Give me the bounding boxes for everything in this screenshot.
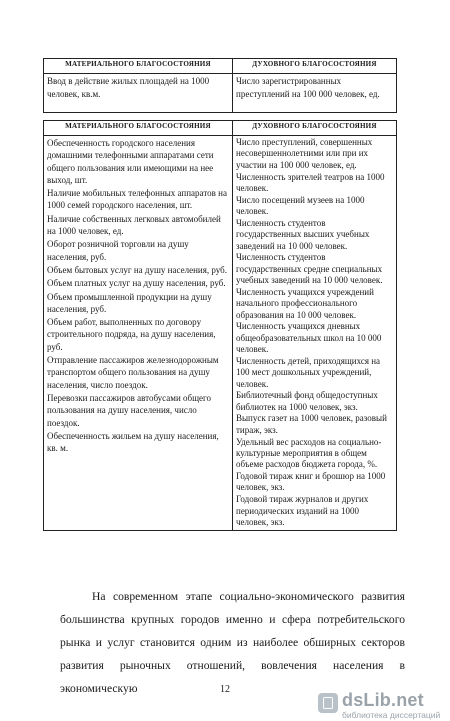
list-item: Численность учащихся учреждений начального профессионального образования на 10 000 человек. (236, 286, 374, 320)
list-item: Библиотечный фонд общедоступных библиотек на 1000 человек, экз. (236, 390, 378, 412)
table-header-row (44, 59, 397, 74)
list-item: Отправление пассажиров железнодорожным транспортом общего пользования на душу населения, число поездок. (47, 355, 219, 390)
list-item: Объем работ, выполненных по договору строительного подряда, на душу населения, руб. (47, 317, 216, 352)
material-indicator-list (47, 137, 229, 454)
watermark-subtitle: библиотека диссертаций (342, 710, 441, 720)
list-item: Число преступлений, совершенных несовершеннолетними или при их участии на 100 000 человек, ед. (236, 137, 373, 170)
list-item: Численность студентов государственных высших учебных заведений на 10 000 человек. (236, 217, 370, 251)
material-cell: Ввод в действие жилых площадей на 1000 человек, кв.м. (44, 74, 233, 113)
list-item: Численность учащихся дневных общеобразовательных школ на 10 000 человек. (236, 321, 382, 355)
list-item: Объем платных услуг на душу населения, руб. (47, 278, 226, 289)
list-item: Выпуск газет на 1000 человек, разовый тираж, экз. (236, 413, 387, 435)
table-row (44, 136, 397, 531)
list-item: Численность студентов государственных средне специальных учебных заведений на 10 000 человек. (236, 252, 383, 286)
list-item: Оборот розничной торговли на душу населения, руб. (47, 239, 189, 262)
spiritual-indicators-cell (233, 136, 397, 531)
list-item: Наличие мобильных телефонных аппаратов на 1000 семей городского населения, шт. (47, 188, 227, 211)
material-header: МАТЕРИАЛЬНОГО БЛАГОСОСТОЯНИЯ (44, 59, 233, 74)
list-item: Удельный вес расходов на социально-культурные мероприятия в общем объеме расходов бюджета города, %. (236, 436, 382, 470)
spiritual-cell: Число зарегистрированных преступлений на 100 000 человек, ед. (233, 74, 397, 113)
list-item: Число посещений музеев на 1000 человек. (236, 194, 365, 217)
list-item: Обеспеченность жильем на душу населения, кв. м. (47, 430, 219, 454)
list-item: Объем бытовых услуг на душу населения, руб. (47, 264, 227, 275)
spiritual-header: ДУХОВНОГО БЛАГОСОСТОЯНИЯ (233, 121, 397, 136)
list-item: Обеспеченность городского населения домашними телефонными аппаратами сети общего пользования или имеющими на нее выход, шт. (47, 138, 214, 185)
body-paragraph: На современном этапе социально-экономического развития большинства крупных городов именно и сфера потребительского рынка и услуг становится одним из наиболее обширных секторов развития рыночных отношений, вовлечения населения в экономическую (60, 590, 405, 695)
list-item: Перевозки пассажиров автобусами общего пользования на душу населения, число поездок. (47, 392, 212, 428)
book-icon (318, 693, 338, 713)
material-header: МАТЕРИАЛЬНОГО БЛАГОСОСТОЯНИЯ (44, 121, 233, 136)
table-header-row (44, 121, 397, 136)
list-item: Годовой тираж книг и брошюр на 1000 человек, экз. (236, 471, 386, 493)
spiritual-indicator-list (236, 137, 393, 528)
table-row (44, 74, 397, 113)
list-item: Наличие собственных легковых автомобилей на 1000 человек, ед. (47, 213, 221, 237)
list-item: Численность зрителей театров на 1000 человек. (236, 171, 385, 193)
watermark-logo (318, 691, 450, 721)
watermark-name: dsLib.net (342, 690, 424, 710)
indicators-table-main (43, 120, 397, 531)
material-indicators-cell (44, 136, 233, 531)
list-item: Годовой тираж журналов и других периодических изданий на 1000 человек, экз. (236, 494, 369, 527)
spiritual-header: ДУХОВНОГО БЛАГОСОСТОЯНИЯ (233, 59, 397, 74)
indicators-table-top (43, 58, 397, 113)
list-item: Объем промышленной продукции на душу населения, руб. (47, 291, 212, 314)
list-item: Численность детей, приходящихся на 100 мест дошкольных учреждений, человек. (236, 355, 381, 389)
page-number: 12 (220, 684, 230, 695)
